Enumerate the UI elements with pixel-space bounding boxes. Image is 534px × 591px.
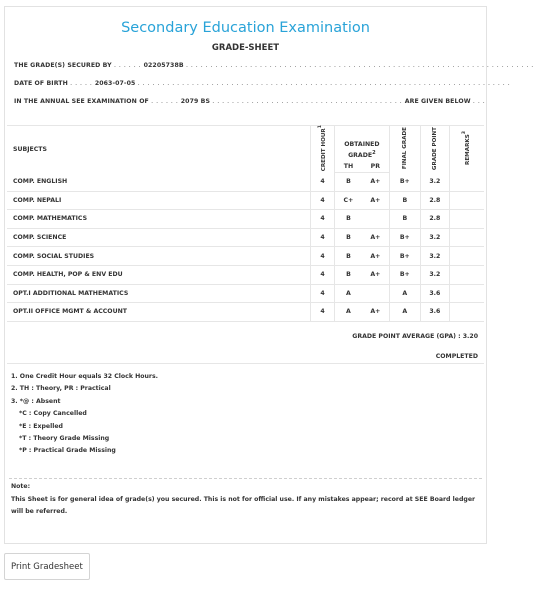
legend-item: *P : Practical Grade Missing [19, 447, 116, 455]
subject-cell: COMP. MATHEMATICS [7, 210, 311, 229]
final-grade-cell: A [389, 303, 420, 322]
remarks-cell [449, 228, 484, 247]
final-grade-cell: B [389, 210, 420, 229]
symbol-number: 02205738B [143, 62, 184, 69]
remarks-cell [449, 303, 484, 322]
final-grade-cell: B+ [389, 228, 420, 247]
remarks-cell [449, 191, 484, 210]
table-row [7, 265, 484, 284]
subject-cell: COMP. SCIENCE [7, 228, 311, 247]
th-grade-cell: B [334, 228, 361, 247]
credit-cell: 4 [311, 265, 335, 284]
header-final-grade: FINAL GRADE [389, 126, 420, 173]
remarks-cell [449, 173, 484, 192]
table-row [7, 228, 484, 247]
final-grade-cell: B+ [389, 265, 420, 284]
exam-label: IN THE ANNUAL SEE EXAMINATION OF [14, 98, 149, 105]
subject-cell: OPT.I ADDITIONAL MATHEMATICS [7, 284, 311, 303]
final-grade-cell: A [389, 284, 420, 303]
table-row [7, 303, 484, 322]
legend-item: *T : Theory Grade Missing [19, 435, 110, 443]
pr-grade-cell: A+ [362, 173, 389, 192]
credit-cell: 4 [311, 173, 335, 192]
print-gradesheet-button[interactable]: Print Gradesheet [4, 553, 90, 580]
grade-point-cell: 3.2 [420, 228, 449, 247]
credit-cell: 4 [311, 210, 335, 229]
subject-cell: OPT.II OFFICE MGMT & ACCOUNT [7, 303, 311, 322]
grade-point-cell: 3.2 [420, 247, 449, 266]
pr-grade-cell [362, 284, 389, 303]
grade-secured-line: THE GRADE(S) SECURED BY . . . . . . 02205738B . . . . . . . . . . . . . . . . . . . . . . . . . . . . . . . . . . . . . . . . . . . . . . . . . . . . . . . . . . . . . . . . . . . . . . . [14, 62, 534, 69]
credit-cell: 4 [311, 303, 335, 322]
completion-status: COMPLETED [435, 353, 478, 360]
th-grade-cell: B [334, 265, 361, 284]
table-row [7, 247, 484, 266]
remarks-cell [449, 265, 484, 284]
pr-grade-cell [362, 210, 389, 229]
grade-point-cell: 2.8 [420, 210, 449, 229]
note-divider [9, 478, 482, 479]
dob-line: DATE OF BIRTH . . . . . 2063-07-05 . . . . . . . . . . . . . . . . . . . . . . . . . . . . . . . . . . . . . . . . . . . . . . . . . . . . . . . . . . . . . . . . . . . . . . . . . . . . [14, 80, 511, 87]
pr-grade-cell: A+ [362, 265, 389, 284]
legend-item: *E : Expelled [19, 422, 63, 430]
th-grade-cell: B [334, 210, 361, 229]
header-obtained-grade: OBTAINED GRADE$^2$ [334, 126, 389, 161]
remarks-cell [449, 247, 484, 266]
subject-cell: COMP. SOCIAL STUDIES [7, 247, 311, 266]
final-grade-cell: B+ [389, 247, 420, 266]
th-grade-cell: A [334, 303, 361, 322]
final-grade-cell: B+ [389, 173, 420, 192]
legend-item: 2. TH : Theory, PR : Practical [11, 385, 111, 393]
given-below: ARE GIVEN BELOW [404, 98, 471, 105]
final-grade-cell: B [389, 191, 420, 210]
grades-table [7, 125, 484, 322]
th-grade-cell: A [334, 284, 361, 303]
grade-point-cell: 3.2 [420, 173, 449, 192]
pr-grade-cell: A+ [362, 303, 389, 322]
dob-label: DATE OF BIRTH [14, 80, 68, 87]
credit-cell: 4 [311, 247, 335, 266]
note-text: This Sheet is for general idea of grade(s) you secured. This is not for official use. If any mistakes appear; record at SEE Board ledger will be referred. [11, 496, 476, 516]
exam-year: 2079 BS [180, 98, 211, 105]
legend-item: 3. *@ : Absent [11, 397, 61, 405]
grade-point-cell: 3.2 [420, 265, 449, 284]
header-pr: PR [362, 160, 389, 173]
credit-cell: 4 [311, 191, 335, 210]
legend-item: 1. One Credit Hour equals 32 Clock Hours. [11, 373, 159, 380]
section-divider [7, 363, 484, 364]
header-th: TH [334, 160, 361, 173]
gpa-summary: GRADE POINT AVERAGE (GPA) : 3.20 [352, 333, 478, 340]
credit-cell: 4 [311, 284, 335, 303]
table-row [7, 173, 484, 192]
table-header-row [7, 126, 484, 161]
dob-value: 2063-07-05 [94, 80, 136, 87]
header-grade-point: GRADE POINT [420, 126, 449, 173]
table-row [7, 191, 484, 210]
pr-grade-cell: A+ [362, 247, 389, 266]
note-heading: Note: [11, 483, 31, 490]
credit-cell: 4 [311, 228, 335, 247]
grade-point-cell: 3.6 [420, 284, 449, 303]
gradesheet-panel [4, 6, 534, 544]
th-grade-cell: B [334, 173, 361, 192]
th-grade-cell: B [334, 247, 361, 266]
grade-point-cell: 2.8 [420, 191, 449, 210]
exam-line: IN THE ANNUAL SEE EXAMINATION OF . . . . . . 2079 BS . . . . . . . . . . . . . . . . . . . . . . . . . . . . . . . . . . . . . . . ARE GIVEN BELOW . . . [14, 98, 486, 105]
grade-point-cell: 3.6 [420, 303, 449, 322]
pr-grade-cell: A+ [362, 228, 389, 247]
header-subjects: SUBJECTS [13, 145, 47, 153]
subject-cell: COMP. ENGLISH [7, 173, 311, 192]
header-credit-hour: CREDIT HOUR$^1$ [311, 126, 335, 173]
page-title: Secondary Education Examination [121, 20, 370, 36]
legend-list [11, 371, 158, 458]
legend-item: *C : Copy Cancelled [19, 410, 87, 418]
remarks-cell [449, 210, 484, 229]
subject-cell: COMP. NEPALI [7, 191, 311, 210]
th-grade-cell: C+ [334, 191, 361, 210]
subject-cell: COMP. HEALTH, POP & ENV EDU [7, 265, 311, 284]
table-row [7, 210, 484, 229]
gradesheet-subtitle: GRADE-SHEET [211, 43, 280, 53]
table-row [7, 284, 484, 303]
remarks-cell [449, 284, 484, 303]
header-remarks: REMARKS$^3$ [449, 126, 484, 173]
pr-grade-cell: A+ [362, 191, 389, 210]
grade-secured-label: THE GRADE(S) SECURED BY [14, 62, 112, 69]
